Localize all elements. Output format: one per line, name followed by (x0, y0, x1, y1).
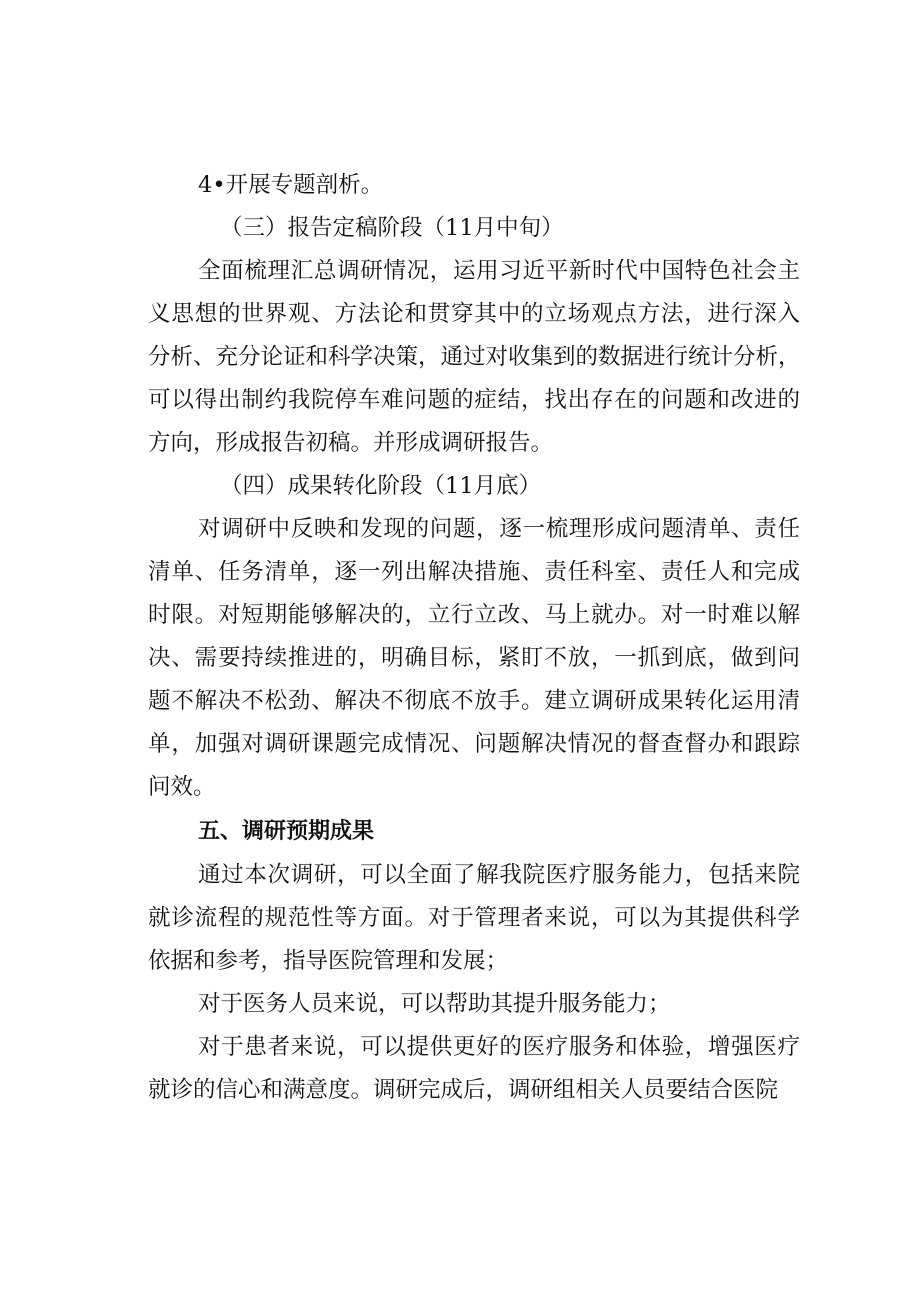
paragraph-line: 方向，形成报告初稿。并形成调研报告。 (148, 430, 554, 456)
block-paragraph (148, 983, 800, 1026)
paragraph-line: 就诊流程的规范性等方面。对于管理者来说，可以为其提供科学 (148, 905, 800, 931)
paragraph-line: 可以得出制约我院停车难问题的症结，找出存在的问题和改进的 (148, 387, 800, 413)
document-body (148, 164, 800, 1112)
paragraph-line: 清单、任务清单，逐一列出解决措施、责任科室、责任人和完成 (148, 559, 800, 585)
block-paragraph (148, 854, 800, 983)
paragraph-line: 对调研中反映和发现的问题，逐一梳理形成问题清单、责任 (198, 516, 800, 542)
block-paragraph (148, 1026, 800, 1112)
paragraph-line: 义思想的世界观、方法论和贯穿其中的立场观点方法，进行深入 (148, 301, 800, 327)
paragraph-line: 通过本次调研，可以全面了解我院医疗服务能力，包括来院 (198, 862, 800, 888)
paragraph-line: 对于患者来说，可以提供更好的医疗服务和体验，增强医疗 (198, 1034, 800, 1060)
paragraph-line: 就诊的信心和满意度。调研完成后，调研组相关人员要结合医院 (148, 1077, 779, 1103)
subsection-heading: （四）成果转化阶段（11月底） (220, 473, 542, 499)
paragraph-line: 决、需要持续推进的，明确目标，紧盯不放，一抓到底，做到问 (148, 645, 800, 671)
paragraph-line: 问效。 (148, 774, 216, 800)
block-plain (148, 164, 800, 207)
paragraph-line: 题不解决不松劲、解决不彻底不放手。建立调研成果转化运用清 (148, 688, 800, 714)
block-paragraph (148, 250, 800, 465)
paragraph-line: 分析、充分论证和科学决策，通过对收集到的数据进行统计分析， (148, 344, 801, 370)
paragraph-line: 全面梳理汇总调研情况，运用习近平新时代中国特色社会主 (198, 258, 800, 284)
block-heading (148, 809, 800, 854)
block-subheading (148, 207, 800, 250)
paragraph-line: 对于医务人员来说，可以帮助其提升服务能力； (198, 991, 671, 1017)
section-heading: 五、调研预期成果 (198, 819, 375, 844)
paragraph-line: 单，加强对调研课题完成情况、问题解决情况的督查督办和跟踪 (148, 731, 800, 757)
paragraph-line: 依据和参考，指导医院管理和发展； (148, 948, 509, 974)
block-subheading (148, 465, 800, 508)
paragraph-line: 时限。对短期能够解决的，立行立改、马上就办。对一时难以解 (148, 602, 800, 628)
list-item: 4•开展专题剖析。 (198, 172, 384, 198)
block-paragraph (148, 508, 800, 809)
subsection-heading: （三）报告定稿阶段（11月中旬） (220, 215, 564, 241)
